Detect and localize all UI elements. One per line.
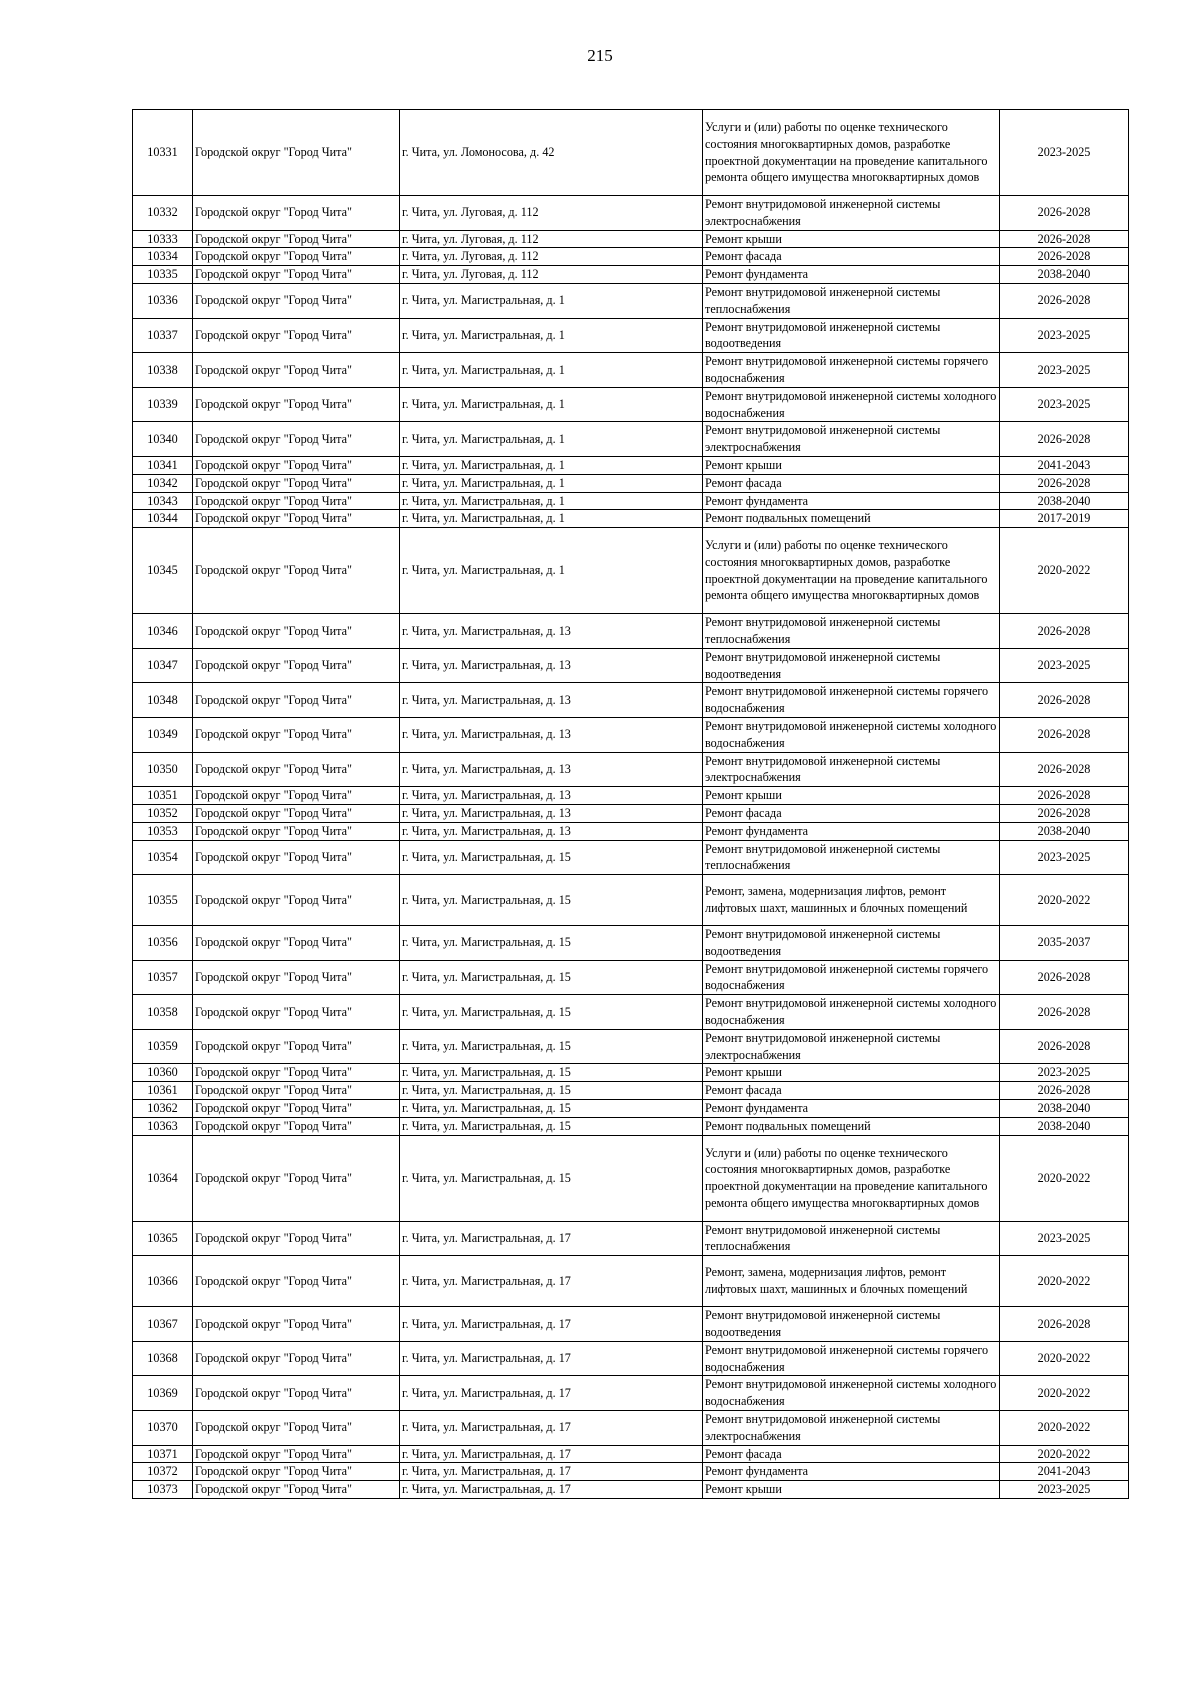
municipality-cell: Городской округ "Город Чита"	[193, 1256, 400, 1307]
municipality-cell: Городской округ "Город Чита"	[193, 1221, 400, 1256]
municipality-cell: Городской округ "Город Чита"	[193, 1481, 400, 1499]
period-cell: 2026-2028	[1000, 683, 1129, 718]
period-cell: 2026-2028	[1000, 230, 1129, 248]
row-number: 10362	[133, 1100, 193, 1118]
municipality-cell: Городской округ "Город Чита"	[193, 717, 400, 752]
work-type-cell: Ремонт крыши	[703, 230, 1000, 248]
row-number: 10369	[133, 1376, 193, 1411]
table-row	[133, 717, 1129, 752]
period-cell: 2026-2028	[1000, 960, 1129, 995]
table-row	[133, 840, 1129, 875]
row-number: 10370	[133, 1411, 193, 1446]
municipality-cell: Городской округ "Город Чита"	[193, 1135, 400, 1221]
period-cell: 2020-2022	[1000, 1341, 1129, 1376]
work-type-cell: Ремонт внутридомовой инженерной системы водоотведения	[703, 926, 1000, 961]
work-type-cell: Ремонт внутридомовой инженерной системы горячего водоснабжения	[703, 960, 1000, 995]
row-number: 10371	[133, 1445, 193, 1463]
table-row	[133, 528, 1129, 614]
table-row	[133, 1256, 1129, 1307]
address-cell: г. Чита, ул. Ломоносова, д. 42	[400, 110, 703, 196]
municipality-cell: Городской округ "Город Чита"	[193, 422, 400, 457]
period-cell: 2017-2019	[1000, 510, 1129, 528]
row-number: 10366	[133, 1256, 193, 1307]
work-type-cell: Ремонт, замена, модернизация лифтов, ремонт лифтовых шахт, машинных и блочных помещений	[703, 1256, 1000, 1307]
row-number: 10349	[133, 717, 193, 752]
municipality-cell: Городской округ "Город Чита"	[193, 960, 400, 995]
address-cell: г. Чита, ул. Магистральная, д. 1	[400, 492, 703, 510]
municipality-cell: Городской округ "Город Чита"	[193, 822, 400, 840]
row-number: 10348	[133, 683, 193, 718]
work-type-cell: Ремонт фундамента	[703, 266, 1000, 284]
address-cell: г. Чита, ул. Магистральная, д. 15	[400, 1064, 703, 1082]
table-row	[133, 1029, 1129, 1064]
municipality-cell: Городской округ "Город Чита"	[193, 230, 400, 248]
table-row	[133, 926, 1129, 961]
address-cell: г. Чита, ул. Магистральная, д. 15	[400, 875, 703, 926]
work-type-cell: Ремонт фасада	[703, 804, 1000, 822]
municipality-cell: Городской округ "Город Чита"	[193, 840, 400, 875]
address-cell: г. Чита, ул. Магистральная, д. 13	[400, 822, 703, 840]
municipality-cell: Городской округ "Город Чита"	[193, 926, 400, 961]
table-row	[133, 1100, 1129, 1118]
address-cell: г. Чита, ул. Магистральная, д. 17	[400, 1463, 703, 1481]
work-type-cell: Ремонт внутридомовой инженерной системы электроснабжения	[703, 196, 1000, 231]
address-cell: г. Чита, ул. Магистральная, д. 1	[400, 283, 703, 318]
period-cell: 2041-2043	[1000, 1463, 1129, 1481]
municipality-cell: Городской округ "Город Чита"	[193, 614, 400, 649]
row-number: 10358	[133, 995, 193, 1030]
period-cell: 2026-2028	[1000, 995, 1129, 1030]
row-number: 10342	[133, 474, 193, 492]
municipality-cell: Городской округ "Город Чита"	[193, 1029, 400, 1064]
work-type-cell: Ремонт внутридомовой инженерной системы теплоснабжения	[703, 840, 1000, 875]
municipality-cell: Городской округ "Город Чита"	[193, 787, 400, 805]
period-cell: 2026-2028	[1000, 787, 1129, 805]
work-type-cell: Ремонт внутридомовой инженерной системы холодного водоснабжения	[703, 717, 1000, 752]
row-number: 10355	[133, 875, 193, 926]
work-type-cell: Услуги и (или) работы по оценке технического состояния многоквартирных домов, разработке проектной документации на проведение капитального ремонта общего имущества многоквартирных домов	[703, 1135, 1000, 1221]
row-number: 10367	[133, 1307, 193, 1342]
work-type-cell: Ремонт внутридомовой инженерной системы электроснабжения	[703, 422, 1000, 457]
period-cell: 2023-2025	[1000, 1221, 1129, 1256]
period-cell: 2038-2040	[1000, 266, 1129, 284]
table-row	[133, 387, 1129, 422]
work-type-cell: Услуги и (или) работы по оценке технического состояния многоквартирных домов, разработке проектной документации на проведение капитального ремонта общего имущества многоквартирных домов	[703, 528, 1000, 614]
address-cell: г. Чита, ул. Магистральная, д. 17	[400, 1445, 703, 1463]
table-row	[133, 474, 1129, 492]
address-cell: г. Чита, ул. Магистральная, д. 1	[400, 510, 703, 528]
municipality-cell: Городской округ "Город Чита"	[193, 1341, 400, 1376]
table-row	[133, 1481, 1129, 1499]
table-row	[133, 995, 1129, 1030]
period-cell: 2026-2028	[1000, 1082, 1129, 1100]
work-type-cell: Услуги и (или) работы по оценке технического состояния многоквартирных домов, разработке проектной документации на проведение капитального ремонта общего имущества многоквартирных домов	[703, 110, 1000, 196]
address-cell: г. Чита, ул. Магистральная, д. 17	[400, 1221, 703, 1256]
work-type-cell: Ремонт внутридомовой инженерной системы горячего водоснабжения	[703, 683, 1000, 718]
table-row	[133, 456, 1129, 474]
address-cell: г. Чита, ул. Луговая, д. 112	[400, 266, 703, 284]
address-cell: г. Чита, ул. Магистральная, д. 15	[400, 926, 703, 961]
row-number: 10360	[133, 1064, 193, 1082]
table-row	[133, 1082, 1129, 1100]
work-type-cell: Ремонт внутридомовой инженерной системы электроснабжения	[703, 1411, 1000, 1446]
period-cell: 2023-2025	[1000, 1064, 1129, 1082]
row-number: 10350	[133, 752, 193, 787]
municipality-cell: Городской округ "Город Чита"	[193, 804, 400, 822]
municipality-cell: Городской округ "Город Чита"	[193, 648, 400, 683]
municipality-cell: Городской округ "Город Чита"	[193, 1307, 400, 1342]
table-row	[133, 422, 1129, 457]
table-body	[133, 110, 1129, 1499]
table-row	[133, 683, 1129, 718]
address-cell: г. Чита, ул. Магистральная, д. 13	[400, 787, 703, 805]
table-row	[133, 614, 1129, 649]
table-row	[133, 1341, 1129, 1376]
period-cell: 2026-2028	[1000, 1029, 1129, 1064]
period-cell: 2038-2040	[1000, 822, 1129, 840]
municipality-cell: Городской округ "Город Чита"	[193, 1117, 400, 1135]
work-type-cell: Ремонт фундамента	[703, 492, 1000, 510]
row-number: 10365	[133, 1221, 193, 1256]
period-cell: 2020-2022	[1000, 1376, 1129, 1411]
row-number: 10356	[133, 926, 193, 961]
period-cell: 2026-2028	[1000, 196, 1129, 231]
row-number: 10331	[133, 110, 193, 196]
table-row	[133, 318, 1129, 353]
row-number: 10343	[133, 492, 193, 510]
row-number: 10337	[133, 318, 193, 353]
work-type-cell: Ремонт, замена, модернизация лифтов, ремонт лифтовых шахт, машинных и блочных помещений	[703, 875, 1000, 926]
address-cell: г. Чита, ул. Магистральная, д. 1	[400, 387, 703, 422]
row-number: 10332	[133, 196, 193, 231]
work-type-cell: Ремонт внутридомовой инженерной системы горячего водоснабжения	[703, 353, 1000, 388]
municipality-cell: Городской округ "Город Чита"	[193, 995, 400, 1030]
period-cell: 2020-2022	[1000, 875, 1129, 926]
period-cell: 2020-2022	[1000, 1411, 1129, 1446]
period-cell: 2023-2025	[1000, 387, 1129, 422]
work-type-cell: Ремонт внутридомовой инженерной системы холодного водоснабжения	[703, 995, 1000, 1030]
period-cell: 2023-2025	[1000, 353, 1129, 388]
table-row	[133, 283, 1129, 318]
capital-repair-table	[132, 109, 1129, 1499]
address-cell: г. Чита, ул. Магистральная, д. 1	[400, 353, 703, 388]
work-type-cell: Ремонт внутридомовой инженерной системы электроснабжения	[703, 752, 1000, 787]
address-cell: г. Чита, ул. Магистральная, д. 1	[400, 318, 703, 353]
address-cell: г. Чита, ул. Магистральная, д. 17	[400, 1256, 703, 1307]
work-type-cell: Ремонт крыши	[703, 456, 1000, 474]
work-type-cell: Ремонт фасада	[703, 474, 1000, 492]
municipality-cell: Городской округ "Город Чита"	[193, 283, 400, 318]
table-row	[133, 1307, 1129, 1342]
address-cell: г. Чита, ул. Магистральная, д. 17	[400, 1481, 703, 1499]
address-cell: г. Чита, ул. Магистральная, д. 15	[400, 1117, 703, 1135]
address-cell: г. Чита, ул. Магистральная, д. 17	[400, 1341, 703, 1376]
address-cell: г. Чита, ул. Магистральная, д. 13	[400, 683, 703, 718]
work-type-cell: Ремонт фундамента	[703, 822, 1000, 840]
address-cell: г. Чита, ул. Магистральная, д. 1	[400, 474, 703, 492]
municipality-cell: Городской округ "Город Чита"	[193, 683, 400, 718]
period-cell: 2020-2022	[1000, 528, 1129, 614]
municipality-cell: Городской округ "Город Чита"	[193, 266, 400, 284]
row-number: 10341	[133, 456, 193, 474]
period-cell: 2026-2028	[1000, 248, 1129, 266]
period-cell: 2038-2040	[1000, 492, 1129, 510]
work-type-cell: Ремонт подвальных помещений	[703, 510, 1000, 528]
work-type-cell: Ремонт подвальных помещений	[703, 1117, 1000, 1135]
period-cell: 2023-2025	[1000, 648, 1129, 683]
table-row	[133, 648, 1129, 683]
address-cell: г. Чита, ул. Магистральная, д. 15	[400, 960, 703, 995]
work-type-cell: Ремонт фасада	[703, 1082, 1000, 1100]
table-row	[133, 266, 1129, 284]
work-type-cell: Ремонт внутридомовой инженерной системы теплоснабжения	[703, 283, 1000, 318]
period-cell: 2026-2028	[1000, 614, 1129, 649]
municipality-cell: Городской округ "Город Чита"	[193, 318, 400, 353]
address-cell: г. Чита, ул. Магистральная, д. 15	[400, 995, 703, 1030]
table-row	[133, 353, 1129, 388]
row-number: 10344	[133, 510, 193, 528]
row-number: 10335	[133, 266, 193, 284]
municipality-cell: Городской округ "Город Чита"	[193, 528, 400, 614]
address-cell: г. Чита, ул. Магистральная, д. 15	[400, 1029, 703, 1064]
municipality-cell: Городской округ "Город Чита"	[193, 752, 400, 787]
period-cell: 2023-2025	[1000, 110, 1129, 196]
period-cell: 2023-2025	[1000, 318, 1129, 353]
municipality-cell: Городской округ "Город Чита"	[193, 387, 400, 422]
row-number: 10340	[133, 422, 193, 457]
work-type-cell: Ремонт внутридомовой инженерной системы электроснабжения	[703, 1029, 1000, 1064]
row-number: 10352	[133, 804, 193, 822]
row-number: 10359	[133, 1029, 193, 1064]
municipality-cell: Городской округ "Город Чита"	[193, 510, 400, 528]
work-type-cell: Ремонт внутридомовой инженерной системы водоотведения	[703, 648, 1000, 683]
period-cell: 2026-2028	[1000, 1307, 1129, 1342]
municipality-cell: Городской округ "Город Чита"	[193, 110, 400, 196]
address-cell: г. Чита, ул. Магистральная, д. 1	[400, 456, 703, 474]
address-cell: г. Чита, ул. Магистральная, д. 1	[400, 422, 703, 457]
row-number: 10347	[133, 648, 193, 683]
work-type-cell: Ремонт крыши	[703, 787, 1000, 805]
table-row	[133, 1135, 1129, 1221]
table-row	[133, 230, 1129, 248]
table-row	[133, 196, 1129, 231]
municipality-cell: Городской округ "Город Чита"	[193, 1445, 400, 1463]
work-type-cell: Ремонт внутридомовой инженерной системы водоотведения	[703, 1307, 1000, 1342]
row-number: 10372	[133, 1463, 193, 1481]
period-cell: 2038-2040	[1000, 1100, 1129, 1118]
table-row	[133, 1064, 1129, 1082]
address-cell: г. Чита, ул. Магистральная, д. 1	[400, 528, 703, 614]
work-type-cell: Ремонт внутридомовой инженерной системы водоотведения	[703, 318, 1000, 353]
municipality-cell: Городской округ "Город Чита"	[193, 1376, 400, 1411]
address-cell: г. Чита, ул. Луговая, д. 112	[400, 196, 703, 231]
table-row	[133, 1411, 1129, 1446]
work-type-cell: Ремонт фасада	[703, 1445, 1000, 1463]
period-cell: 2026-2028	[1000, 422, 1129, 457]
table-row	[133, 510, 1129, 528]
table-row	[133, 248, 1129, 266]
work-type-cell: Ремонт внутридомовой инженерной системы теплоснабжения	[703, 614, 1000, 649]
period-cell: 2026-2028	[1000, 474, 1129, 492]
work-type-cell: Ремонт крыши	[703, 1481, 1000, 1499]
municipality-cell: Городской округ "Город Чита"	[193, 474, 400, 492]
work-type-cell: Ремонт внутридомовой инженерной системы теплоснабжения	[703, 1221, 1000, 1256]
row-number: 10354	[133, 840, 193, 875]
work-type-cell: Ремонт фундамента	[703, 1463, 1000, 1481]
work-type-cell: Ремонт крыши	[703, 1064, 1000, 1082]
row-number: 10364	[133, 1135, 193, 1221]
municipality-cell: Городской округ "Город Чита"	[193, 875, 400, 926]
table-row	[133, 804, 1129, 822]
address-cell: г. Чита, ул. Магистральная, д. 15	[400, 1135, 703, 1221]
table-row	[133, 1445, 1129, 1463]
address-cell: г. Чита, ул. Магистральная, д. 13	[400, 648, 703, 683]
page-number: 215	[587, 46, 613, 65]
period-cell: 2023-2025	[1000, 1481, 1129, 1499]
municipality-cell: Городской округ "Город Чита"	[193, 1064, 400, 1082]
period-cell: 2020-2022	[1000, 1256, 1129, 1307]
work-type-cell: Ремонт внутридомовой инженерной системы горячего водоснабжения	[703, 1341, 1000, 1376]
table-row	[133, 492, 1129, 510]
municipality-cell: Городской округ "Город Чита"	[193, 1463, 400, 1481]
address-cell: г. Чита, ул. Магистральная, д. 17	[400, 1307, 703, 1342]
period-cell: 2035-2037	[1000, 926, 1129, 961]
period-cell: 2026-2028	[1000, 283, 1129, 318]
municipality-cell: Городской округ "Город Чита"	[193, 1100, 400, 1118]
municipality-cell: Городской округ "Город Чита"	[193, 248, 400, 266]
table-row	[133, 1221, 1129, 1256]
table-row	[133, 1117, 1129, 1135]
table-row	[133, 822, 1129, 840]
row-number: 10346	[133, 614, 193, 649]
period-cell: 2023-2025	[1000, 840, 1129, 875]
table-row	[133, 1376, 1129, 1411]
row-number: 10363	[133, 1117, 193, 1135]
address-cell: г. Чита, ул. Магистральная, д. 15	[400, 1082, 703, 1100]
row-number: 10368	[133, 1341, 193, 1376]
table-row	[133, 110, 1129, 196]
row-number: 10353	[133, 822, 193, 840]
address-cell: г. Чита, ул. Магистральная, д. 13	[400, 804, 703, 822]
municipality-cell: Городской округ "Город Чита"	[193, 492, 400, 510]
table-row	[133, 960, 1129, 995]
row-number: 10338	[133, 353, 193, 388]
address-cell: г. Чита, ул. Магистральная, д. 13	[400, 614, 703, 649]
work-type-cell: Ремонт фасада	[703, 248, 1000, 266]
period-cell: 2026-2028	[1000, 717, 1129, 752]
period-cell: 2020-2022	[1000, 1445, 1129, 1463]
period-cell: 2020-2022	[1000, 1135, 1129, 1221]
address-cell: г. Чита, ул. Магистральная, д. 17	[400, 1411, 703, 1446]
work-type-cell: Ремонт фундамента	[703, 1100, 1000, 1118]
address-cell: г. Чита, ул. Луговая, д. 112	[400, 248, 703, 266]
municipality-cell: Городской округ "Город Чита"	[193, 353, 400, 388]
row-number: 10333	[133, 230, 193, 248]
work-type-cell: Ремонт внутридомовой инженерной системы холодного водоснабжения	[703, 1376, 1000, 1411]
row-number: 10351	[133, 787, 193, 805]
address-cell: г. Чита, ул. Магистральная, д. 15	[400, 1100, 703, 1118]
municipality-cell: Городской округ "Город Чита"	[193, 196, 400, 231]
table-row	[133, 1463, 1129, 1481]
table-row	[133, 875, 1129, 926]
row-number: 10361	[133, 1082, 193, 1100]
period-cell: 2041-2043	[1000, 456, 1129, 474]
row-number: 10373	[133, 1481, 193, 1499]
row-number: 10345	[133, 528, 193, 614]
table-row	[133, 752, 1129, 787]
row-number: 10357	[133, 960, 193, 995]
period-cell: 2026-2028	[1000, 752, 1129, 787]
address-cell: г. Чита, ул. Магистральная, д. 17	[400, 1376, 703, 1411]
address-cell: г. Чита, ул. Магистральная, д. 15	[400, 840, 703, 875]
work-type-cell: Ремонт внутридомовой инженерной системы холодного водоснабжения	[703, 387, 1000, 422]
municipality-cell: Городской округ "Город Чита"	[193, 1082, 400, 1100]
row-number: 10334	[133, 248, 193, 266]
address-cell: г. Чита, ул. Луговая, д. 112	[400, 230, 703, 248]
period-cell: 2026-2028	[1000, 804, 1129, 822]
row-number: 10339	[133, 387, 193, 422]
municipality-cell: Городской округ "Город Чита"	[193, 456, 400, 474]
municipality-cell: Городской округ "Город Чита"	[193, 1411, 400, 1446]
row-number: 10336	[133, 283, 193, 318]
address-cell: г. Чита, ул. Магистральная, д. 13	[400, 752, 703, 787]
table-row	[133, 787, 1129, 805]
address-cell: г. Чита, ул. Магистральная, д. 13	[400, 717, 703, 752]
period-cell: 2038-2040	[1000, 1117, 1129, 1135]
